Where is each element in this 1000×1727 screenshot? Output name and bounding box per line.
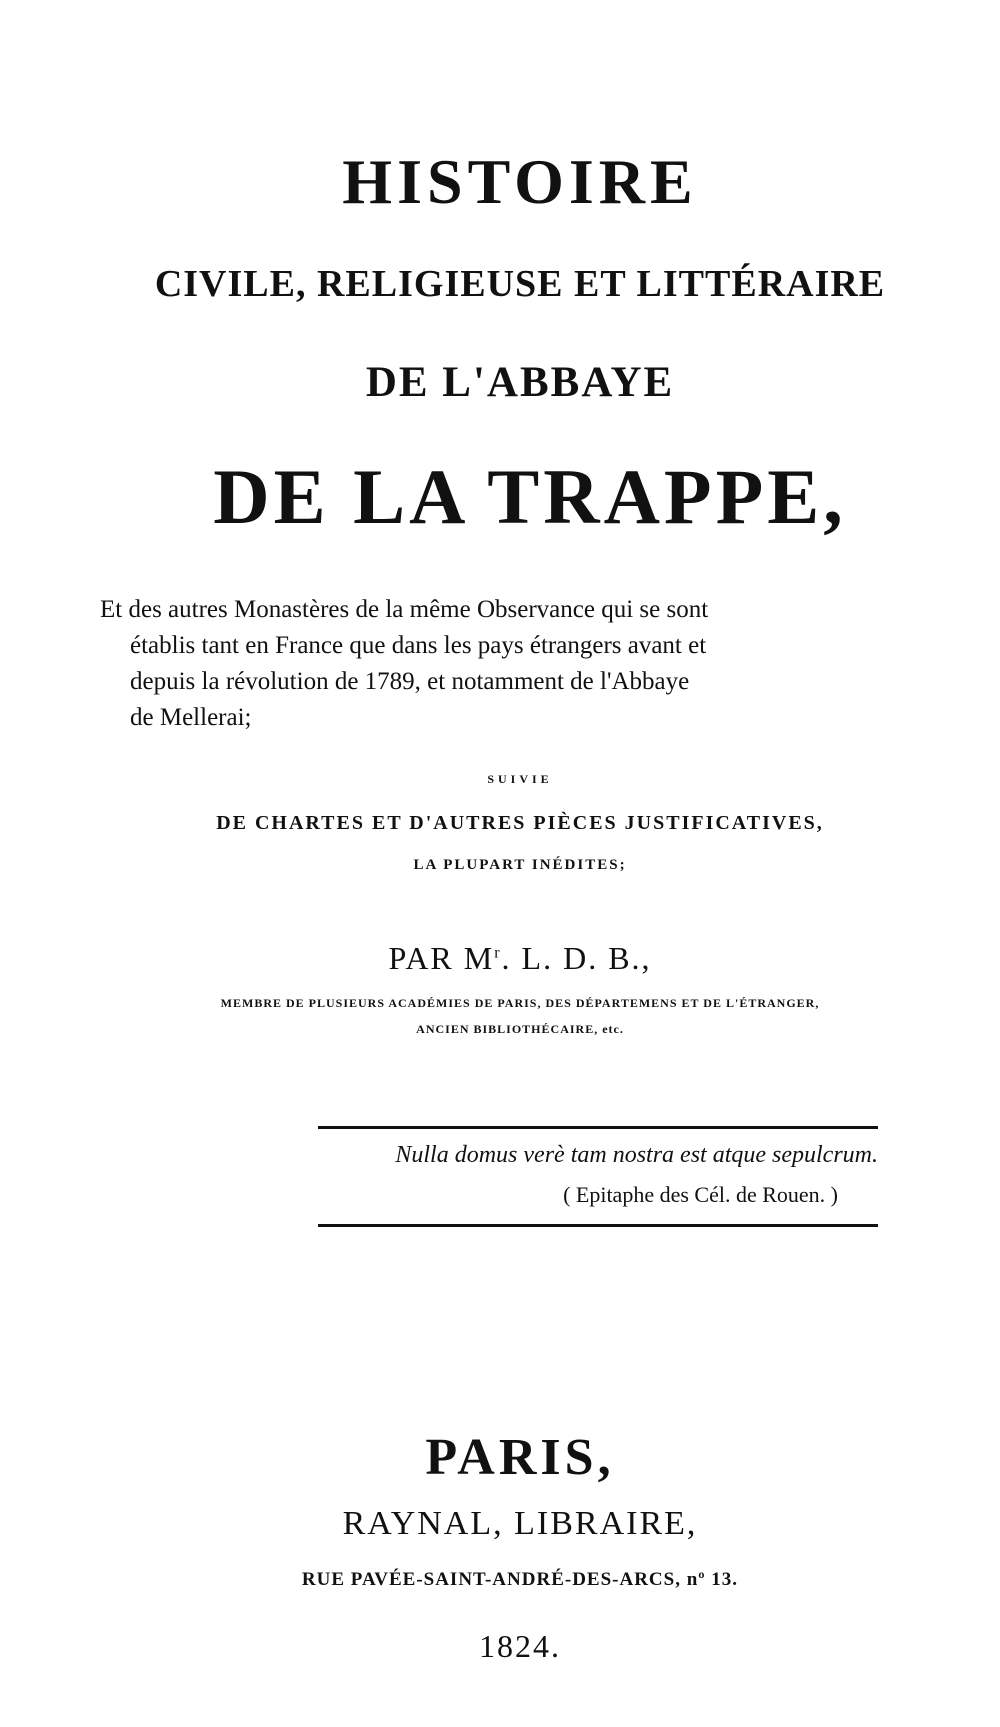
imprint-publisher: RAYNAL, LIBRAIRE, [342, 1505, 698, 1542]
author-prefix: PAR M [388, 940, 495, 976]
epigraph-source: ( Epitaphe des Cél. de Rouen. ) [563, 1182, 838, 1207]
imprint-year: 1824. [479, 1628, 561, 1664]
title-main: HISTOIRE [342, 146, 698, 217]
description-line: Et des autres Monastères de la même Observance qui se sont [100, 596, 709, 623]
description-line: depuis la révolution de 1789, et notamment de l'Abbaye [130, 668, 690, 695]
description-line: de Mellerai; [130, 704, 252, 731]
author-credentials-line-1: MEMBRE DE PLUSIEURS ACADÉMIES DE PARIS, DES DÉPARTEMENS ET DE L'ÉTRANGER, [220, 996, 820, 1010]
description-line: établis tant en France que dans les pays étrangers avant et [130, 632, 707, 659]
author-superscript: r [494, 944, 502, 962]
plupart-line: LA PLUPART INÉDITES; [413, 857, 627, 873]
author-line [0, 940, 1000, 977]
description-paragraph [100, 592, 900, 736]
author-credentials-line-2: ANCIEN BIBLIOTHÉCAIRE, etc. [416, 1022, 624, 1036]
imprint-address: RUE PAVÉE-SAINT-ANDRÉ-DES-ARCS, nº 13. [301, 1569, 739, 1590]
epigraph-rule-top [318, 1126, 878, 1129]
imprint-city: PARIS, [425, 1429, 615, 1486]
title-subtitle: CIVILE, RELIGIEUSE ET LITTÉRAIRE [154, 263, 886, 305]
author-initials: . L. D. B., [501, 940, 652, 976]
chartes-line: DE CHARTES ET D'AUTRES PIÈCES JUSTIFICATIVES, [216, 812, 824, 834]
epigraph: Nulla domus verè tam nostra est atque sepulcrum. [395, 1142, 878, 1168]
epigraph-rule-bottom [318, 1224, 878, 1227]
title-de-la-trappe: DE LA TRAPPE, [213, 453, 847, 540]
suivie-label: SUIVIE [487, 772, 553, 786]
title-de-l-abbaye: DE L'ABBAYE [365, 359, 675, 406]
